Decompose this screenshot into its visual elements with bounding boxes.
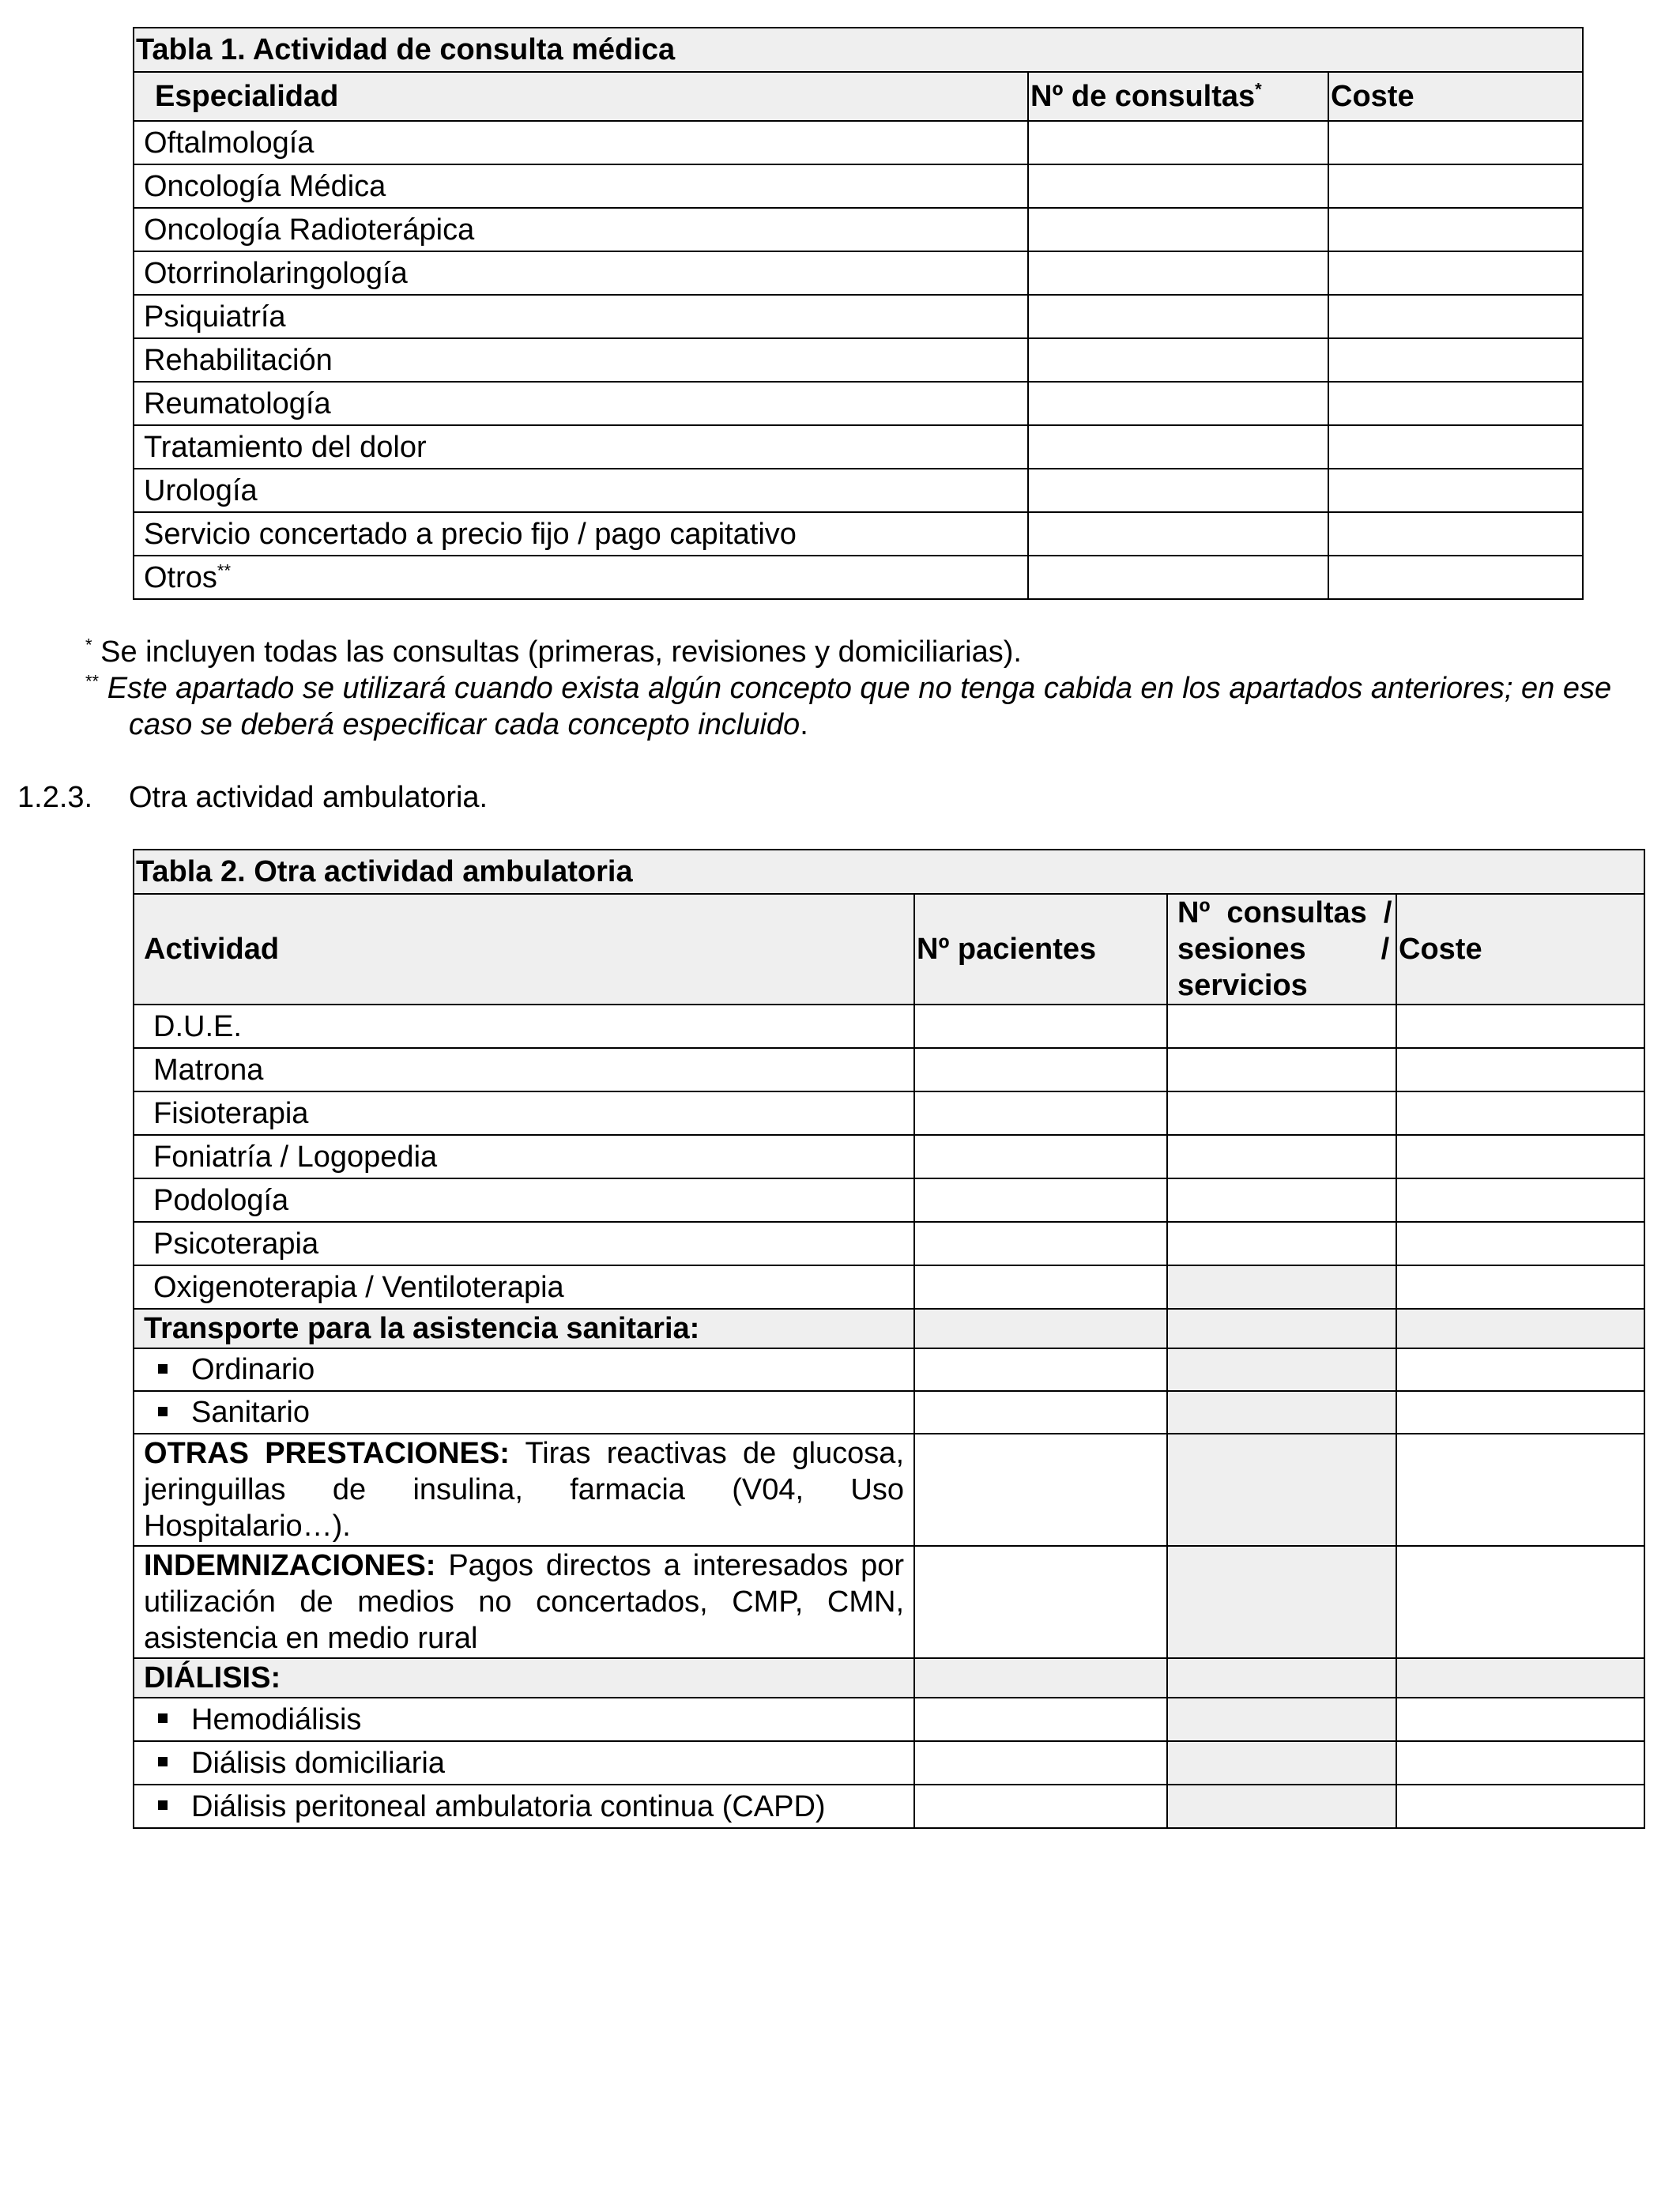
table-row	[134, 382, 1583, 425]
row-label: Diálisis peritoneal ambulatoria continua (CAPD)	[134, 1785, 914, 1828]
pacientes-cell	[914, 1698, 1167, 1741]
bullet-icon	[158, 1713, 168, 1723]
coste-cell	[1328, 121, 1583, 164]
header-especialidad: Especialidad	[134, 72, 1028, 121]
pacientes-cell	[914, 1391, 1167, 1434]
consultas-cell	[1028, 382, 1328, 425]
pacientes-cell	[914, 1005, 1167, 1048]
pacientes-cell	[914, 1434, 1167, 1546]
row-label: Servicio concertado a precio fijo / pago capitativo	[134, 512, 1028, 556]
row-label: Rehabilitación	[134, 338, 1028, 382]
coste-cell	[1328, 208, 1583, 251]
sesiones-cell	[1167, 1391, 1396, 1434]
consultas-cell	[1028, 556, 1328, 599]
sesiones-cell	[1167, 1741, 1396, 1785]
table-row	[134, 1741, 1644, 1785]
table-row	[134, 1391, 1644, 1434]
consultas-cell	[1028, 208, 1328, 251]
table-row	[134, 556, 1583, 599]
table-row	[134, 1091, 1644, 1135]
table-row	[134, 1178, 1644, 1222]
row-label: Podología	[134, 1178, 914, 1222]
bullet-icon	[158, 1757, 168, 1766]
row-label: Oxigenoterapia / Ventiloterapia	[134, 1265, 914, 1309]
table-row	[134, 1222, 1644, 1265]
table-1-caption: Tabla 1. Actividad de consulta médica	[134, 28, 1583, 72]
coste-cell	[1396, 1434, 1644, 1546]
row-label: Tratamiento del dolor	[134, 425, 1028, 469]
bullet-icon	[158, 1800, 168, 1810]
row-label: D.U.E.	[134, 1005, 914, 1048]
sesiones-cell	[1167, 1546, 1396, 1658]
pacientes-cell	[914, 1265, 1167, 1309]
table-row	[134, 1265, 1644, 1309]
table-2	[133, 849, 1645, 1829]
consultas-cell	[1028, 251, 1328, 295]
footnote-2: ** Este apartado se utilizará cuando exista algún concepto que no tenga cabida en los apartados anteriores; en ese	[85, 671, 1612, 705]
row-label: Matrona	[134, 1048, 914, 1091]
pacientes-cell	[914, 1785, 1167, 1828]
sesiones-cell	[1167, 1698, 1396, 1741]
coste-cell	[1396, 1222, 1644, 1265]
coste-cell	[1396, 1091, 1644, 1135]
otras-prestaciones-cell: OTRAS PRESTACIONES: Tiras reactivas de glucosa, jeringuillas de insulina, farmacia (V04, Uso Hospitalario…).	[134, 1434, 914, 1546]
row-label: Diálisis domiciliaria	[134, 1741, 914, 1785]
coste-cell	[1396, 1741, 1644, 1785]
table-row	[134, 1785, 1644, 1828]
row-label: Oftalmología	[134, 121, 1028, 164]
consultas-cell	[1028, 295, 1328, 338]
consultas-cell	[1028, 512, 1328, 556]
table-row	[134, 208, 1583, 251]
bullet-icon	[158, 1407, 168, 1416]
row-label: Otorrinolaringología	[134, 251, 1028, 295]
sesiones-cell	[1167, 1048, 1396, 1091]
coste-cell	[1396, 1546, 1644, 1658]
coste-cell	[1396, 1265, 1644, 1309]
pacientes-cell	[914, 1741, 1167, 1785]
footnote-2-cont: caso se deberá especificar cada concepto incluido.	[129, 708, 808, 741]
table-row	[134, 1434, 1644, 1546]
sesiones-cell	[1167, 1091, 1396, 1135]
sesiones-cell	[1167, 1178, 1396, 1222]
pacientes-cell	[914, 1178, 1167, 1222]
table-row	[134, 338, 1583, 382]
table-row	[134, 1348, 1644, 1391]
coste-cell	[1328, 164, 1583, 208]
table-row	[134, 251, 1583, 295]
pacientes-cell	[914, 1048, 1167, 1091]
table-2-caption: Tabla 2. Otra actividad ambulatoria	[134, 850, 1644, 894]
pacientes-cell	[914, 1135, 1167, 1178]
pacientes-cell	[914, 1546, 1167, 1658]
sesiones-cell	[1167, 1222, 1396, 1265]
table-1	[133, 27, 1584, 600]
pacientes-cell	[914, 1091, 1167, 1135]
coste-cell	[1328, 425, 1583, 469]
table-row	[134, 1135, 1644, 1178]
consultas-cell	[1028, 121, 1328, 164]
header-num-pacientes: Nº pacientes	[914, 894, 1167, 1005]
consultas-cell	[1028, 425, 1328, 469]
table-row	[134, 1698, 1644, 1741]
bullet-icon	[158, 1364, 168, 1374]
coste-cell	[1396, 1785, 1644, 1828]
pacientes-cell	[914, 1222, 1167, 1265]
coste-cell	[1396, 1178, 1644, 1222]
table-row	[134, 121, 1583, 164]
table-row	[134, 1048, 1644, 1091]
coste-cell	[1328, 295, 1583, 338]
header-actividad: Actividad	[134, 894, 914, 1005]
coste-cell	[1328, 556, 1583, 599]
row-label: Hemodiálisis	[134, 1698, 914, 1741]
table-row	[134, 1309, 1644, 1348]
row-label: Psiquiatría	[134, 295, 1028, 338]
row-label: Fisioterapia	[134, 1091, 914, 1135]
sesiones-cell	[1167, 1005, 1396, 1048]
footnote-1: * Se incluyen todas las consultas (primeras, revisiones y domiciliarias).	[85, 635, 1022, 669]
sesiones-cell	[1167, 1434, 1396, 1546]
dialisis-title: DIÁLISIS:	[134, 1658, 914, 1698]
sesiones-cell	[1167, 1265, 1396, 1309]
coste-cell	[1328, 512, 1583, 556]
table-row	[134, 1546, 1644, 1658]
row-label: Sanitario	[134, 1391, 914, 1434]
section-title: Otra actividad ambulatoria.	[129, 781, 488, 814]
row-label: Otros**	[134, 556, 1028, 599]
consultas-cell	[1028, 469, 1328, 512]
indemnizaciones-cell: INDEMNIZACIONES: Pagos directos a interesados por utilización de medios no concertados, CMP, CMN, asistencia en medio rural	[134, 1546, 914, 1658]
sesiones-cell	[1167, 1135, 1396, 1178]
section-number: 1.2.3.	[17, 781, 93, 814]
header-num-consultas: Nº de consultas*	[1028, 72, 1328, 121]
coste-cell	[1328, 338, 1583, 382]
coste-cell	[1328, 469, 1583, 512]
header-num-sesiones: Nº consultas / sesiones / servicios	[1167, 894, 1396, 1005]
coste-cell	[1396, 1391, 1644, 1434]
row-label: Oncología Radioterápica	[134, 208, 1028, 251]
row-label: Urología	[134, 469, 1028, 512]
table-row	[134, 1005, 1644, 1048]
coste-cell	[1396, 1048, 1644, 1091]
row-label: Psicoterapia	[134, 1222, 914, 1265]
transporte-title: Transporte para la asistencia sanitaria:	[134, 1309, 914, 1348]
header-coste: Coste	[1328, 72, 1583, 121]
consultas-cell	[1028, 338, 1328, 382]
coste-cell	[1396, 1005, 1644, 1048]
row-label: Foniatría / Logopedia	[134, 1135, 914, 1178]
consultas-cell	[1028, 164, 1328, 208]
table-row	[134, 425, 1583, 469]
table-row	[134, 164, 1583, 208]
coste-cell	[1396, 1698, 1644, 1741]
coste-cell	[1396, 1135, 1644, 1178]
sesiones-cell	[1167, 1785, 1396, 1828]
coste-cell	[1396, 1348, 1644, 1391]
pacientes-cell	[914, 1348, 1167, 1391]
coste-cell	[1328, 382, 1583, 425]
sesiones-cell	[1167, 1348, 1396, 1391]
row-label: Ordinario	[134, 1348, 914, 1391]
table-row	[134, 512, 1583, 556]
table-row	[134, 295, 1583, 338]
header-coste: Coste	[1396, 894, 1644, 1005]
table-row	[134, 1658, 1644, 1698]
row-label: Oncología Médica	[134, 164, 1028, 208]
coste-cell	[1328, 251, 1583, 295]
table-row	[134, 469, 1583, 512]
row-label: Reumatología	[134, 382, 1028, 425]
